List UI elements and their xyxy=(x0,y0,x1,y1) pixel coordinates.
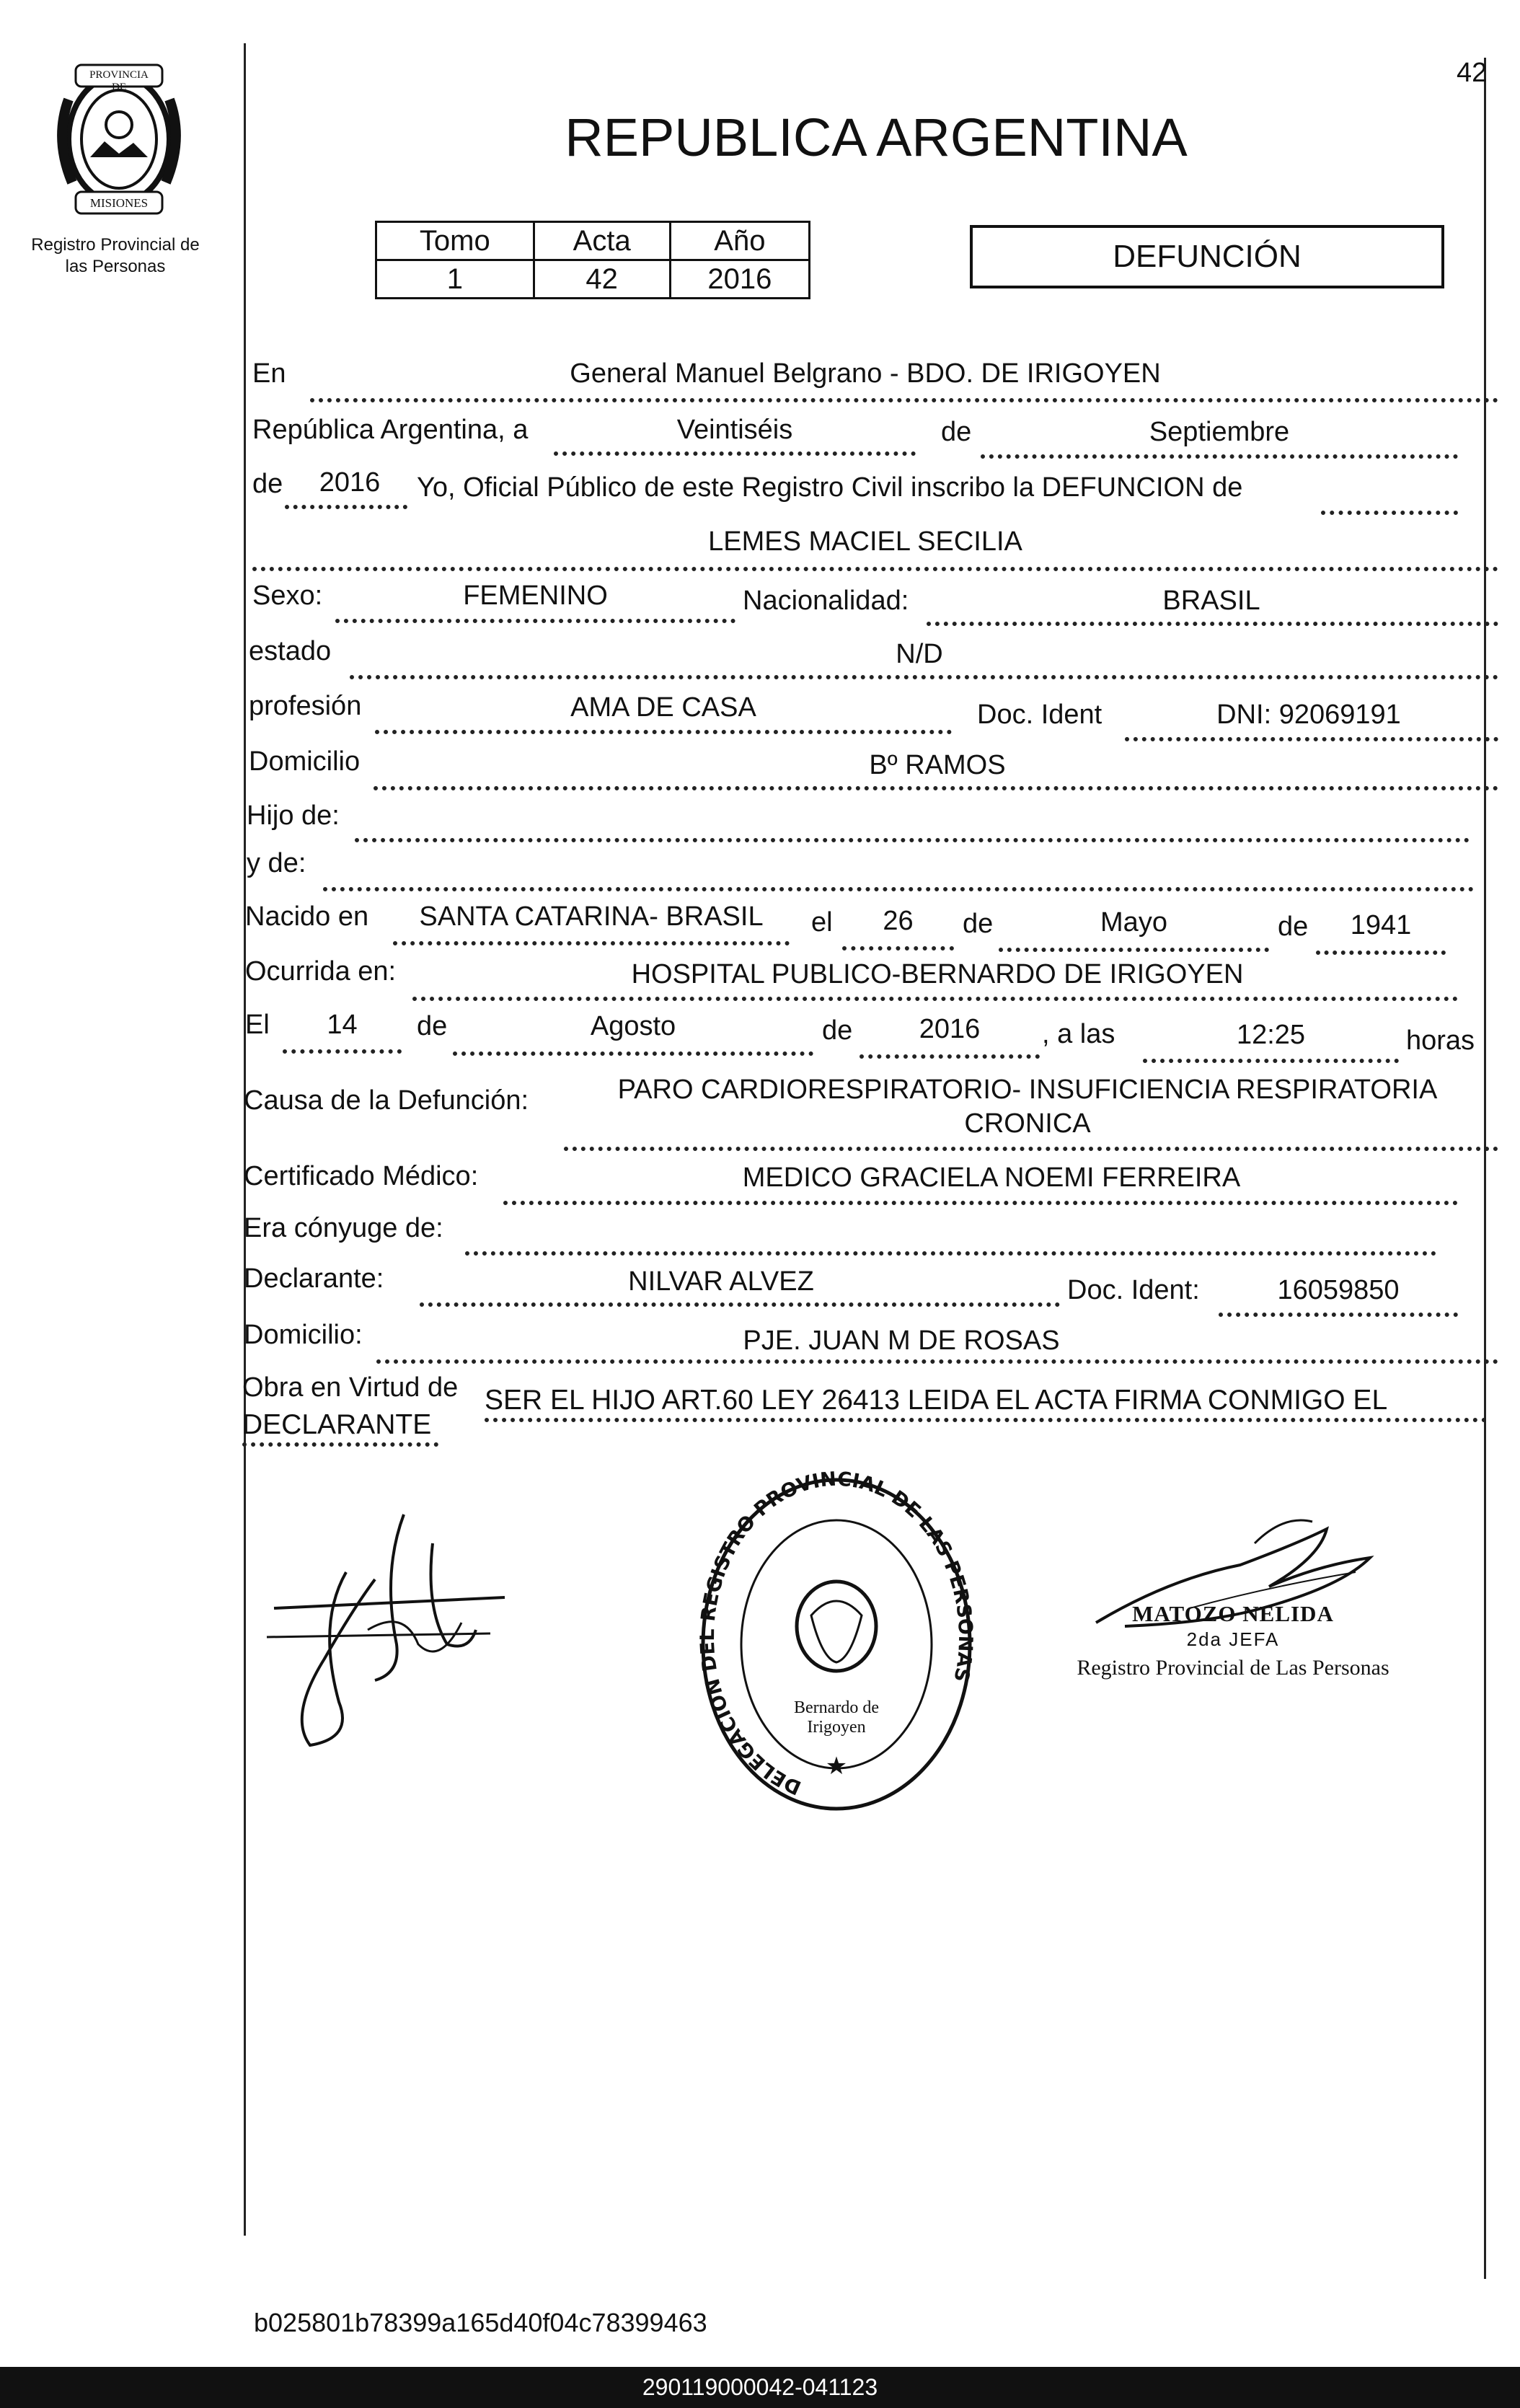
hijo-de-label: Hijo de: xyxy=(247,801,340,831)
y-de-label: y de: xyxy=(247,848,306,878)
day-value: Veintiséis xyxy=(676,415,793,445)
causa-line2: CRONICA xyxy=(964,1108,1091,1139)
declarante-domicilio-value: PJE. JUAN M DE ROSAS xyxy=(743,1326,1060,1356)
declarante-doc-line xyxy=(1219,1313,1458,1317)
profesion-value: AMA DE CASA xyxy=(570,692,756,723)
logo-text-top: PROVINCIA DE xyxy=(89,69,149,93)
estado-value: N/D xyxy=(896,639,943,669)
sexo-line xyxy=(335,619,735,623)
deceased-name: LEMES MACIEL SECILIA xyxy=(708,526,1022,557)
right-margin-line xyxy=(1484,58,1486,2279)
de-label-3: de xyxy=(963,909,994,939)
inscription-text: Yo, Oficial Público de este Registro Civil inscribo la DEFUNCION de xyxy=(417,472,1243,503)
death-day: 14 xyxy=(327,1010,358,1040)
table-value-acta: 42 xyxy=(534,260,670,299)
day-line xyxy=(554,451,916,456)
declarante-line xyxy=(420,1302,1060,1307)
death-day-line xyxy=(283,1049,402,1054)
registry-label xyxy=(7,234,224,278)
el-label-2: El xyxy=(245,1010,270,1040)
act-type-box: DEFUNCIÓN xyxy=(970,225,1444,288)
death-month: Agosto xyxy=(590,1011,676,1041)
table-value-tomo: 1 xyxy=(376,260,534,299)
declarante-domicilio-label: Domicilio: xyxy=(244,1320,363,1350)
estado-line xyxy=(350,675,1498,679)
footer-bar xyxy=(0,2367,1520,2408)
table-header-anio: Año xyxy=(670,222,809,260)
ocurrida-value: HOSPITAL PUBLICO-BERNARDO DE IRIGOYEN xyxy=(631,959,1244,989)
page-title: REPUBLICA ARGENTINA xyxy=(565,107,1188,167)
conyuge-line xyxy=(465,1251,1436,1256)
year-line xyxy=(285,505,407,509)
el-label: el xyxy=(811,907,833,938)
table-header-tomo: Tomo xyxy=(376,222,534,260)
official-role: 2da JEFA xyxy=(1186,1628,1280,1650)
registry-stamp xyxy=(696,1471,977,1817)
stamp-inner-text: Bernardo de Irigoyen xyxy=(794,1698,879,1737)
document-hash: b025801b78399a165d40f04c78399463 xyxy=(254,2308,707,2337)
de-label-1: de xyxy=(941,417,972,447)
nacido-label: Nacido en xyxy=(245,901,369,932)
name-line xyxy=(252,567,1498,571)
birth-month: Mayo xyxy=(1100,907,1167,938)
estado-label: estado xyxy=(249,636,332,666)
doc-ident-line xyxy=(1125,737,1498,741)
death-year-line xyxy=(860,1054,1040,1059)
table-header-acta: Acta xyxy=(534,222,670,260)
obra-line-2 xyxy=(242,1442,438,1447)
hijo-de-line xyxy=(355,838,1470,842)
nacido-value: SANTA CATARINA- BRASIL xyxy=(419,901,764,932)
obra-value-line1: SER EL HIJO ART.60 LEY 26413 LEIDA EL ACTA FIRMA CONMIGO EL xyxy=(485,1385,1388,1416)
month-line xyxy=(981,454,1458,459)
footer-code: 290119000042-041123 xyxy=(642,2374,878,2400)
nacido-line xyxy=(393,941,790,945)
conyuge-label: Era cónyuge de: xyxy=(244,1213,443,1243)
birth-day-line xyxy=(842,946,954,951)
republica-label: República Argentina, a xyxy=(252,415,529,445)
nacionalidad-value: BRASIL xyxy=(1162,586,1260,616)
obra-line-1 xyxy=(485,1418,1487,1422)
table-value-anio: 2016 xyxy=(670,260,809,299)
nacionalidad-label: Nacionalidad: xyxy=(743,586,909,616)
declarante-value: NILVAR ALVEZ xyxy=(628,1266,814,1297)
declarante-doc-value: 16059850 xyxy=(1277,1275,1400,1305)
death-time-line xyxy=(1143,1059,1399,1063)
official-name: MATOZO NELIDA xyxy=(1132,1601,1334,1626)
en-line xyxy=(310,398,1498,402)
page-number: 42 xyxy=(1457,58,1488,88)
causa-label: Causa de la Defunción: xyxy=(244,1085,529,1116)
domicilio-value: Bº RAMOS xyxy=(869,750,1006,780)
obra-label: Obra en Virtud de xyxy=(242,1372,459,1403)
de-label-2: de xyxy=(252,469,283,499)
svg-text:★: ★ xyxy=(825,1752,848,1781)
certificado-label: Certificado Médico: xyxy=(244,1161,479,1191)
death-time: 12:25 xyxy=(1236,1020,1306,1050)
birth-year-line xyxy=(1316,951,1446,955)
de-label-5: de xyxy=(417,1011,448,1041)
birth-year: 1941 xyxy=(1350,910,1412,940)
birth-month-line xyxy=(999,948,1269,952)
declarant-signature xyxy=(260,1500,519,1760)
registry-label-line1: Registro Provincial de xyxy=(31,235,200,255)
stamp-ring-text: DELEGACION DEL REGISTRO PROVINCIAL DE LAS PERSONAS xyxy=(696,1471,977,1799)
doc-ident-value: DNI: 92069191 xyxy=(1216,700,1401,730)
year-value: 2016 xyxy=(319,467,381,498)
de-label-6: de xyxy=(822,1015,853,1046)
a-las-label: , a las xyxy=(1042,1019,1115,1049)
inscription-line xyxy=(1321,511,1458,515)
birth-day: 26 xyxy=(883,906,914,936)
doc-ident-label: Doc. Ident xyxy=(977,700,1103,730)
registry-label-line2: las Personas xyxy=(65,257,166,276)
de-label-4: de xyxy=(1278,912,1309,942)
domicilio-line xyxy=(374,786,1498,790)
ocurrida-line xyxy=(412,997,1458,1001)
province-coat-of-arms xyxy=(40,56,198,222)
domicilio-label: Domicilio xyxy=(249,746,361,777)
act-info-table xyxy=(375,221,810,299)
declarante-label: Declarante: xyxy=(244,1263,384,1294)
left-margin-line xyxy=(244,43,246,2236)
death-year: 2016 xyxy=(919,1014,981,1044)
official-office: Registro Provincial de Las Personas xyxy=(1077,1656,1389,1680)
en-value: General Manuel Belgrano - BDO. DE IRIGOYEN xyxy=(570,358,1161,389)
profesion-label: profesión xyxy=(249,691,362,721)
certificado-value: MEDICO GRACIELA NOEMI FERREIRA xyxy=(742,1163,1241,1193)
certificado-line xyxy=(503,1201,1458,1205)
causa-line xyxy=(564,1147,1498,1151)
en-label: En xyxy=(252,358,286,389)
profesion-line xyxy=(375,730,952,734)
declarante-domicilio-line xyxy=(376,1359,1498,1364)
obra-value-line2: DECLARANTE xyxy=(242,1409,432,1440)
logo-text-bottom: MISIONES xyxy=(89,196,149,210)
causa-line1: PARO CARDIORESPIRATORIO- INSUFICIENCIA RESPIRATORIA xyxy=(617,1075,1438,1105)
death-month-line xyxy=(453,1051,813,1056)
y-de-line xyxy=(323,887,1474,891)
horas-label: horas xyxy=(1406,1026,1475,1056)
declarante-doc-label: Doc. Ident: xyxy=(1067,1275,1200,1305)
month-value: Septiembre xyxy=(1149,417,1290,447)
ocurrida-label: Ocurrida en: xyxy=(245,956,397,987)
sexo-value: FEMENINO xyxy=(463,581,608,611)
sexo-label: Sexo: xyxy=(252,581,323,611)
nacionalidad-line xyxy=(927,622,1498,626)
